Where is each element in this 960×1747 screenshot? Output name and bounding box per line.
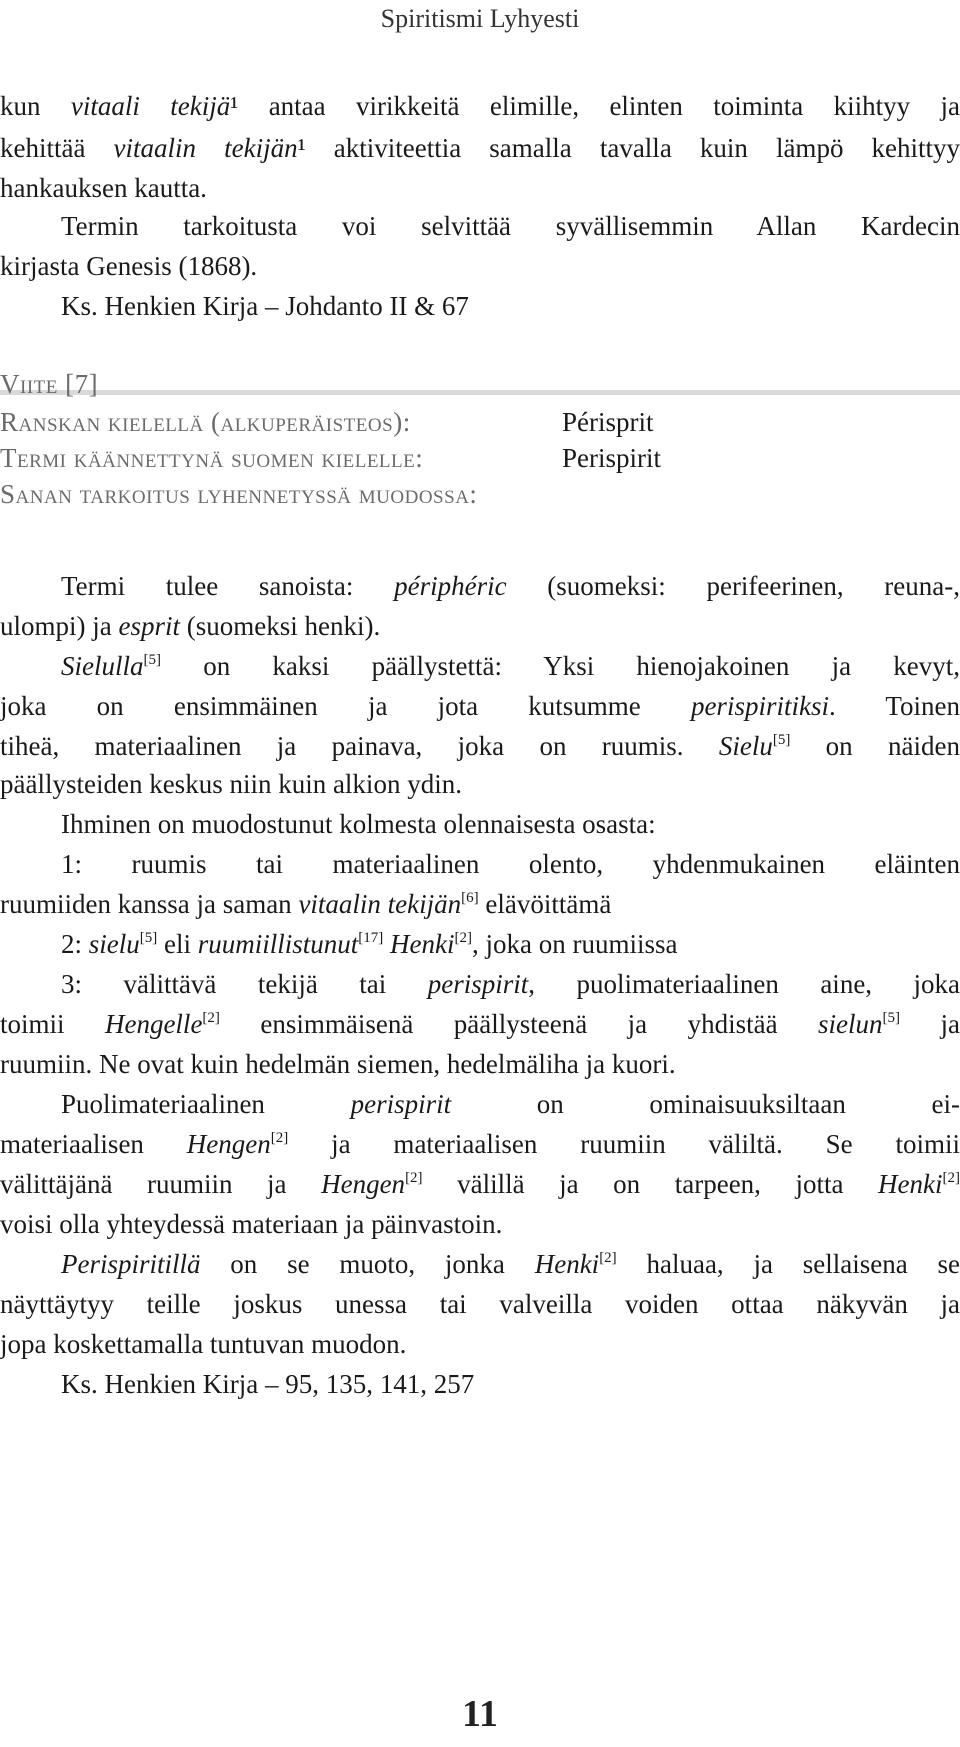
body-p5-line-2: näyttäytyy teille joskus unessa tai valveilla voiden ottaa näkyvän ja	[0, 1289, 960, 1319]
intro-line-1: kun vitaali tekijä¹ antaa virikkeitä elimille, elinten toiminta kiihtyy ja	[0, 91, 960, 121]
body-p3-line-1: Ihminen on muodostunut kolmesta olennaisesta osasta:	[61, 809, 656, 839]
note-finnish-label: Termi käännettynä suomen kielelle:	[0, 443, 424, 473]
body-p2-line-1: Sielulla[5] on kaksi päällystettä: Yksi hienojakoinen ja kevyt,	[61, 651, 960, 681]
running-head: Spiritismi Lyhyesti	[380, 4, 580, 33]
note-finnish-row	[0, 440, 960, 476]
body-p5-line-1: Perispiritillä on se muoto, jonka Henki[2] haluaa, ja sellaisena se	[61, 1249, 960, 1279]
body-p5-line-3: jopa koskettamalla tuntuvan muodon.	[0, 1329, 407, 1359]
body-p2-line-2: joka on ensimmäinen ja jota kutsumme perispiritiksi. Toinen	[0, 691, 960, 721]
body-p1-line-1: Termi tulee sanoista: périphéric (suomeksi: perifeerinen, reuna-,	[61, 571, 960, 601]
note-finnish-value: Perispirit	[562, 443, 661, 473]
body-reference: Ks. Henkien Kirja – 95, 135, 141, 257	[61, 1369, 475, 1399]
page-number: 11	[462, 1693, 498, 1735]
body-p2-line-4: päällysteiden keskus niin kuin alkion ydin.	[0, 769, 462, 799]
body-p3-line-7: ruumiin. Ne ovat kuin hedelmän siemen, hedelmäliha ja kuori.	[0, 1049, 676, 1079]
intro-reference: Ks. Henkien Kirja – Johdanto II & 67	[61, 291, 469, 321]
body-p4-line-4: voisi olla yhteydessä materiaan ja päinvastoin.	[0, 1209, 503, 1239]
body-p3-line-6: toimii Hengelle[2] ensimmäisenä päällysteenä ja yhdistää sielun[5] ja	[0, 1009, 960, 1039]
body-p2-line-3: tiheä, materiaalinen ja painava, joka on ruumis. Sielu[5] on näiden	[0, 731, 960, 761]
intro-line-3: hankauksen kautta.	[0, 173, 207, 203]
body-p4-line-3: välittäjänä ruumiin ja Hengen[2] välillä ja on tarpeen, jotta Henki[2]	[0, 1169, 960, 1199]
note-heading: Viite [7]	[0, 369, 99, 399]
body-p3-line-5: 3: välittävä tekijä tai perispirit, puolimateriaalinen aine, joka	[61, 969, 960, 999]
body-p4-line-2: materiaalisen Hengen[2] ja materiaalisen ruumiin väliltä. Se toimii	[0, 1129, 960, 1159]
body-p4-line-1: Puolimateriaalinen perispirit on ominaisuuksiltaan ei-	[61, 1089, 960, 1119]
note-meaning-label: Sanan tarkoitus lyhennetyssä muodossa:	[0, 479, 478, 509]
intro-line-4: Termin tarkoitusta voi selvittää syvällisemmin Allan Kardecin	[61, 211, 960, 241]
note-french-value: Périsprit	[562, 407, 654, 437]
note-french-row	[0, 404, 960, 440]
body-p3-line-2: 1: ruumis tai materiaalinen olento, yhdenmukainen eläinten	[61, 849, 960, 879]
body-p3-line-3: ruumiiden kanssa ja saman vitaalin tekijän[6] elävöittämä	[0, 889, 612, 919]
intro-line-2: kehittää vitaalin tekijän¹ aktiviteettia samalla tavalla kuin lämpö kehittyy	[0, 133, 960, 163]
note-french-label: Ranskan kielellä (alkuperäisteos):	[0, 407, 411, 437]
body-p1-line-2: ulompi) ja esprit (suomeksi henki).	[0, 611, 381, 641]
intro-line-5: kirjasta Genesis (1868).	[0, 251, 258, 281]
body-p3-line-4: 2: sielu[5] eli ruumiillistunut[17] Henki[2], joka on ruumiissa	[61, 929, 678, 959]
